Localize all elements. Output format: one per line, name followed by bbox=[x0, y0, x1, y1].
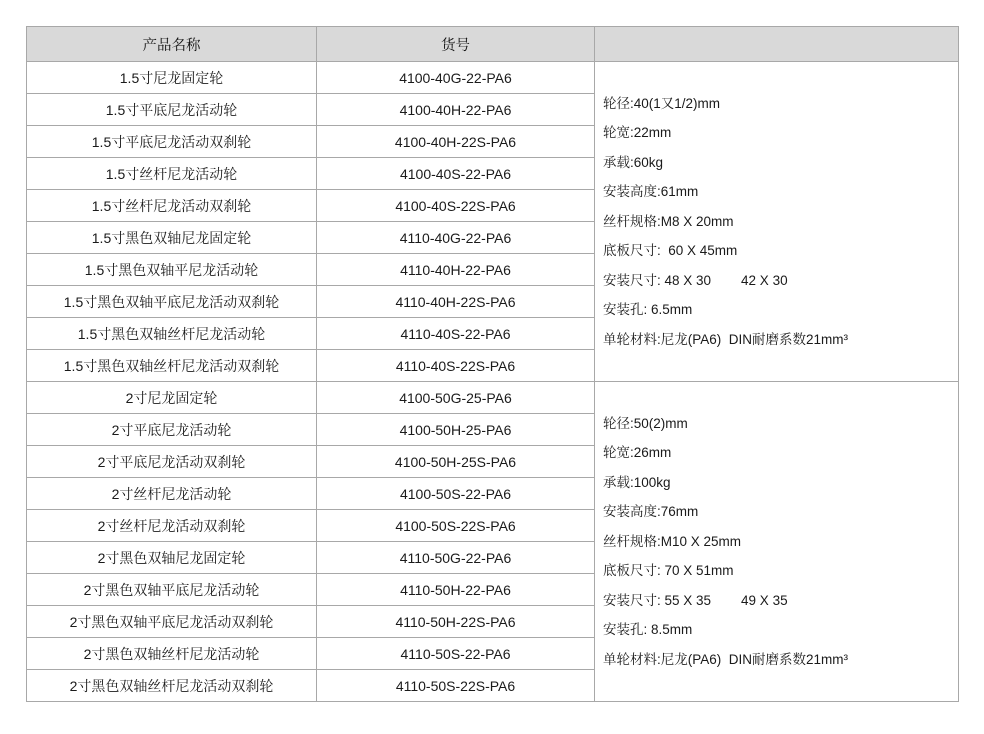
spec-line: 单轮材料:尼龙(PA6) DIN耐磨系数21mm³ bbox=[603, 331, 849, 347]
item-code-cell: 4100-40G-22-PA6 bbox=[317, 62, 595, 94]
table-header bbox=[27, 27, 959, 62]
column-header-item-code: 货号 bbox=[317, 27, 595, 62]
item-code-cell: 4110-50S-22S-PA6 bbox=[317, 670, 595, 702]
item-code-cell: 4100-50S-22S-PA6 bbox=[317, 510, 595, 542]
item-code-cell: 4100-50H-25-PA6 bbox=[317, 414, 595, 446]
item-code-cell: 4110-50H-22S-PA6 bbox=[317, 606, 595, 638]
item-code-cell: 4100-40H-22S-PA6 bbox=[317, 126, 595, 158]
product-name-cell: 2寸丝杆尼龙活动双刹轮 bbox=[27, 510, 317, 542]
item-code-cell: 4110-40G-22-PA6 bbox=[317, 222, 595, 254]
spec-line: 轮径:40(1又1/2)mm bbox=[603, 95, 721, 111]
spec-line: 轮径:50(2)mm bbox=[603, 415, 688, 431]
item-code-cell: 4100-50G-25-PA6 bbox=[317, 382, 595, 414]
product-name-cell: 2寸黑色双轴尼龙固定轮 bbox=[27, 542, 317, 574]
product-name-cell: 2寸黑色双轴平底尼龙活动轮 bbox=[27, 574, 317, 606]
product-name-cell: 2寸平底尼龙活动双刹轮 bbox=[27, 446, 317, 478]
item-code-cell: 4100-40S-22S-PA6 bbox=[317, 190, 595, 222]
item-code-cell: 4100-40S-22-PA6 bbox=[317, 158, 595, 190]
spec-line: 丝杆规格:M8 X 20mm bbox=[603, 213, 734, 229]
product-name-cell: 2寸尼龙固定轮 bbox=[27, 382, 317, 414]
item-code-cell: 4100-50H-25S-PA6 bbox=[317, 446, 595, 478]
item-code-cell: 4100-40H-22-PA6 bbox=[317, 94, 595, 126]
product-name-cell: 1.5寸黑色双轴尼龙固定轮 bbox=[27, 222, 317, 254]
product-name-cell: 1.5寸黑色双轴丝杆尼龙活动双刹轮 bbox=[27, 350, 317, 382]
product-name-cell: 1.5寸丝杆尼龙活动轮 bbox=[27, 158, 317, 190]
spec-line: 承载:100kg bbox=[603, 474, 671, 490]
product-name-cell: 1.5寸黑色双轴丝杆尼龙活动轮 bbox=[27, 318, 317, 350]
spec-line: 轮宽:26mm bbox=[603, 445, 672, 461]
header-row bbox=[27, 27, 959, 62]
item-code-cell: 4110-40H-22-PA6 bbox=[317, 254, 595, 286]
table-row bbox=[27, 382, 959, 414]
spec-cell-group-2 bbox=[595, 382, 959, 702]
product-name-cell: 1.5寸平底尼龙活动双刹轮 bbox=[27, 126, 317, 158]
spec-line: 单轮材料:尼龙(PA6) DIN耐磨系数21mm³ bbox=[603, 651, 849, 667]
item-code-cell: 4110-50G-22-PA6 bbox=[317, 542, 595, 574]
column-header-product-name: 产品名称 bbox=[27, 27, 317, 62]
product-name-cell: 2寸黑色双轴丝杆尼龙活动双刹轮 bbox=[27, 670, 317, 702]
spec-line: 安装尺寸: 55 X 35 49 X 35 bbox=[603, 592, 788, 608]
item-code-cell: 4110-40S-22S-PA6 bbox=[317, 350, 595, 382]
item-code-cell: 4110-50H-22-PA6 bbox=[317, 574, 595, 606]
item-code-cell: 4100-50S-22-PA6 bbox=[317, 478, 595, 510]
spec-line: 轮宽:22mm bbox=[603, 125, 672, 141]
product-name-cell: 1.5寸平底尼龙活动轮 bbox=[27, 94, 317, 126]
spec-list bbox=[603, 89, 958, 355]
table-row bbox=[27, 62, 959, 94]
spec-line: 丝杆规格:M10 X 25mm bbox=[603, 533, 742, 549]
item-code-cell: 4110-40S-22-PA6 bbox=[317, 318, 595, 350]
spec-cell-group-1 bbox=[595, 62, 959, 382]
product-name-cell: 1.5寸尼龙固定轮 bbox=[27, 62, 317, 94]
spec-line: 底板尺寸: 70 X 51mm bbox=[603, 563, 734, 579]
product-name-cell: 2寸黑色双轴丝杆尼龙活动轮 bbox=[27, 638, 317, 670]
product-spec-table bbox=[26, 26, 959, 702]
spec-line: 安装尺寸: 48 X 30 42 X 30 bbox=[603, 272, 788, 288]
spec-line: 承载:60kg bbox=[603, 154, 664, 170]
product-name-cell: 1.5寸黑色双轴平尼龙活动轮 bbox=[27, 254, 317, 286]
spec-list bbox=[603, 409, 958, 675]
table-body bbox=[27, 62, 959, 702]
spec-line: 安装高度:61mm bbox=[603, 184, 699, 200]
product-name-cell: 2寸平底尼龙活动轮 bbox=[27, 414, 317, 446]
product-name-cell: 1.5寸丝杆尼龙活动双刹轮 bbox=[27, 190, 317, 222]
spec-line: 安装孔: 6.5mm bbox=[603, 302, 693, 318]
spec-line: 安装孔: 8.5mm bbox=[603, 622, 693, 638]
item-code-cell: 4110-40H-22S-PA6 bbox=[317, 286, 595, 318]
product-name-cell: 1.5寸黑色双轴平底尼龙活动双刹轮 bbox=[27, 286, 317, 318]
spec-line: 安装高度:76mm bbox=[603, 504, 699, 520]
product-name-cell: 2寸丝杆尼龙活动轮 bbox=[27, 478, 317, 510]
column-header-specs bbox=[595, 27, 959, 62]
item-code-cell: 4110-50S-22-PA6 bbox=[317, 638, 595, 670]
product-name-cell: 2寸黑色双轴平底尼龙活动双刹轮 bbox=[27, 606, 317, 638]
spec-line: 底板尺寸: 60 X 45mm bbox=[603, 243, 738, 259]
